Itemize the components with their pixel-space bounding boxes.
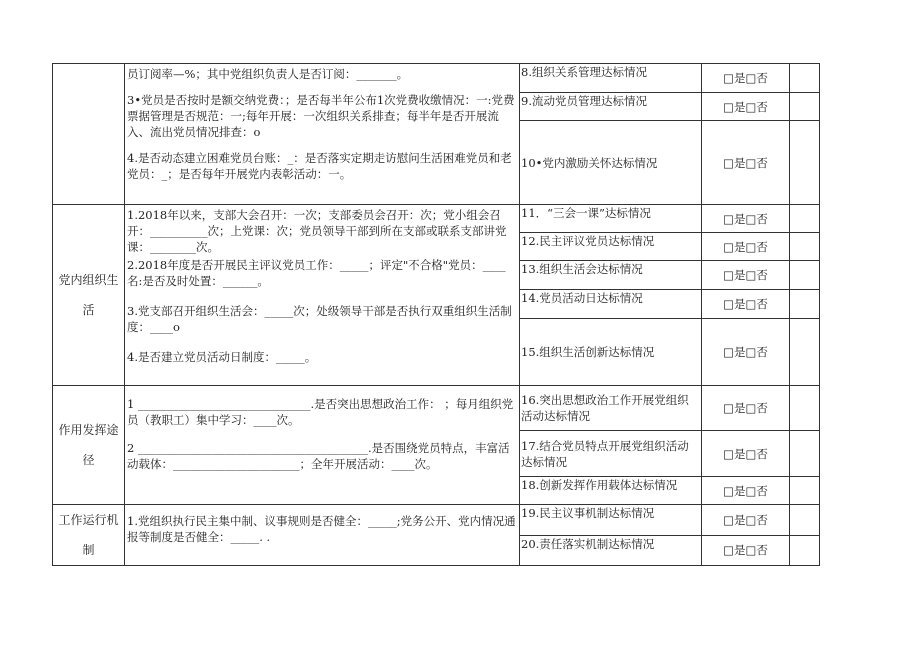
detail-paragraph: 3.党支部召开组织生活会：_____次；处级领导干部是否执行双重组织生活制度：____o [127,304,512,334]
item-cell: 17.结合党员特点开展党组织活动达标情况 [520,431,702,477]
empty-cell [790,431,820,477]
empty-cell [790,93,820,121]
detail-paragraph: 2.2018年度是否开展民主评议党员工作：_____；评定"不合格"党员：____名:是否及时处置：______。 [127,258,506,288]
item-cell: 16.突出思想政治工作开展党组织活动达标情况 [520,386,702,431]
empty-cell [790,205,820,233]
detail-paragraph: 1 ______________________________.是否突出思想政治工作： ；每月组织党员（教职工）集中学习：____次。 [127,397,514,427]
item-cell: 11．“三会一课”达标情况 [520,205,702,233]
detail-cell [125,505,520,566]
yes-no-checkbox[interactable]: □是□否 [702,290,790,319]
detail-paragraph: 1.2018年以来，支部大会召开：一次；支部委员会召开：次；党小组会召开：__________次；上党课：次；党员领导干部到所在支部或联系支部讲党课：________次。 [127,208,507,254]
item-cell: 12.民主评议党员达标情况 [520,233,702,261]
detail-cell [125,205,520,386]
detail-paragraph: 3•党员是否按时是额交纳党费：；是否每半年公布1次党费收缴情况：一:党费票据管理是否规范：一;每年开展：一次组织关系排查；每半年是否开展流入、流出党员情况排查：o [127,93,515,139]
detail-cell [125,386,520,505]
empty-cell [790,64,820,93]
detail-paragraph: 4.是否动态建立困难党员台账：_：是否落实定期走访慰问生活困难党员和老党员：_；是否每年开展党内表彰活动：一。 [127,151,512,181]
empty-cell [790,319,820,386]
item-cell: 19.民主议事机制达标情况 [520,505,702,536]
item-cell: 15.组织生活创新达标情况 [520,319,702,386]
empty-cell [790,535,820,566]
item-cell: 10•党内激励关怀达标情况 [520,121,702,205]
yes-no-checkbox[interactable]: □是□否 [702,431,790,477]
yes-no-checkbox[interactable]: □是□否 [702,319,790,386]
item-cell: 14.党员活动日达标情况 [520,290,702,319]
item-cell: 8.组织关系管理达标情况 [520,64,702,93]
item-cell: 13.组织生活会达标情况 [520,261,702,290]
category-cell [53,64,125,205]
category-cell: 党内组织生活 [53,205,125,386]
detail-paragraph: 2 ________________________________________.是否围绕党员特点，丰富活动载体：______________________；全年开展活动：____次。 [127,441,510,471]
category-cell: 工作运行机制 [53,505,125,566]
empty-cell [790,290,820,319]
detail-paragraph: 4.是否建立党员活动日制度：_____。 [127,350,317,364]
item-cell: 18.创新发挥作用载体达标情况 [520,477,702,505]
detail-paragraph: 员订阅率—%；其中党组织负责人是否订阅：_______。 [127,67,409,81]
yes-no-checkbox[interactable]: □是□否 [702,535,790,566]
yes-no-checkbox[interactable]: □是□否 [702,477,790,505]
category-cell: 作用发挥途径 [53,386,125,505]
yes-no-checkbox[interactable]: □是□否 [702,386,790,431]
yes-no-checkbox[interactable]: □是□否 [702,121,790,205]
empty-cell [790,505,820,536]
item-cell: 20.责任落实机制达标情况 [520,535,702,566]
yes-no-checkbox[interactable]: □是□否 [702,261,790,290]
empty-cell [790,386,820,431]
evaluation-table [52,63,820,566]
yes-no-checkbox[interactable]: □是□否 [702,233,790,261]
detail-cell [125,64,520,205]
yes-no-checkbox[interactable]: □是□否 [702,64,790,93]
empty-cell [790,121,820,205]
empty-cell [790,477,820,505]
item-cell: 9.流动党员管理达标情况 [520,93,702,121]
empty-cell [790,261,820,290]
yes-no-checkbox[interactable]: □是□否 [702,205,790,233]
detail-paragraph: 1.党组织执行民主集中制、议事规则是否健全：_____;党务公开、党内情况通报等制度是否健全：_____. . [127,514,516,544]
empty-cell [790,233,820,261]
yes-no-checkbox[interactable]: □是□否 [702,93,790,121]
yes-no-checkbox[interactable]: □是□否 [702,505,790,536]
